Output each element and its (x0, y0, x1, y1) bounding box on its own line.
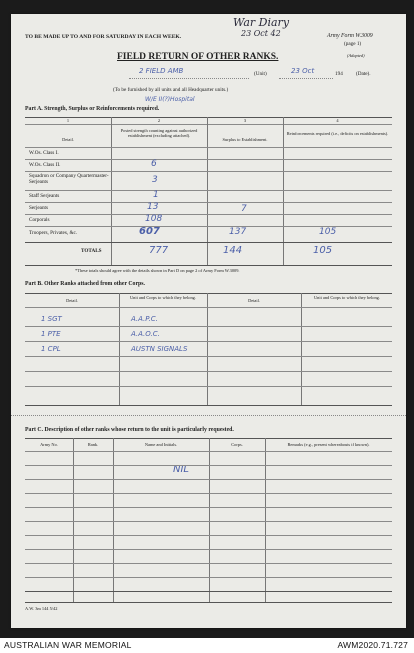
part-c-header-rule (25, 451, 392, 452)
part-a-header-surplus: Surplus to Establishment. (222, 137, 268, 142)
date-value: 23 Oct (291, 67, 315, 75)
form-number: Army Form W.3009 (327, 33, 373, 39)
part-a-col-number-3: 3 (243, 118, 247, 123)
part-c-row-rule-9 (25, 577, 392, 578)
part-c-row-rule-4 (25, 507, 392, 508)
part-c-row-rule-3 (25, 493, 392, 494)
part-c-header-rank: Rank. (87, 442, 99, 447)
part-b-header-detail-2: Detail. (248, 298, 260, 303)
row-rule-6 (25, 226, 392, 227)
row-label-wo2: W.Os. Class II. (29, 162, 61, 168)
part-c-header-name: Name and Initials. (144, 442, 178, 447)
part-c-row-rule-10 (25, 591, 392, 592)
part-c-header-corps: Corps. (231, 442, 243, 447)
instruction-text: TO BE MADE UP TO AND FOR SATURDAY IN EACH WEEK. (25, 34, 182, 40)
totals-label: TOTALS (81, 248, 102, 254)
posted-wo2: 6 (151, 159, 157, 169)
unit-value: 2 FIELD AMB (139, 67, 184, 75)
part-b-top-rule (25, 293, 392, 294)
part-b-header-unit-1: Unit and Corps to which they belong. (130, 295, 196, 300)
row-label-cpl: Corporals (29, 217, 50, 223)
part-c-header-army-no: Army No. (40, 442, 58, 447)
row-rule-3 (25, 190, 392, 191)
row-label-wo1: W.Os. Class I. (29, 150, 59, 156)
subtitle: (To be furnished by all units and all Headquarter units.) (113, 87, 229, 93)
part-c-row-rule-1 (25, 465, 392, 466)
total-surplus: 144 (223, 245, 243, 256)
reinf-troopers: 105 (319, 227, 337, 237)
footer-accession-number: AWM2020.71.727 (337, 640, 408, 650)
part-a-col-number-2: 2 (157, 118, 161, 123)
total-reinf: 105 (313, 245, 333, 256)
part-c-heading: Part C. Description of other ranks whose return to the unit is particularly requested. (25, 427, 234, 433)
part-c-row-rule-7 (25, 549, 392, 550)
posted-troopers: 607 (139, 226, 160, 237)
row-rule-1 (25, 159, 392, 160)
perforation-line (11, 415, 406, 416)
surplus-sgt: 7 (241, 204, 247, 214)
totals-bottom-rule (25, 265, 392, 266)
posted-cqms: 3 (152, 175, 158, 185)
part-a-col-number-1: 1 (66, 118, 70, 123)
year-prefix: 194 (335, 71, 343, 77)
part-a-header-reinforcements: Reinforcements required (i.e., deficits on establishments). (286, 131, 389, 136)
part-a-header-rule (25, 147, 392, 148)
part-b-bottom-rule (25, 405, 392, 406)
posted-staff-sgt: 1 (153, 190, 159, 200)
part-a-heading: Part A. Strength, Surplus or Reinforcements required. (25, 106, 160, 112)
form-adapted: (Adapted) (347, 53, 365, 58)
row-label-sgt: Serjeants (29, 205, 49, 211)
part-a-footnote: *These totals should agree with the details shown in Part D on page 2 of Army Form W.3009. (75, 268, 240, 273)
row-rule-5 (25, 214, 392, 215)
row-label-cqms: Squadron or Company Quartermaster-Serjeants (29, 173, 109, 185)
part-b-header-rule (25, 307, 392, 308)
unit-dotted-line (129, 78, 249, 79)
part-b-row-rule-4 (25, 371, 392, 372)
printer-mark: A.W. 3m 144 5/42 (25, 606, 58, 611)
part-b-header-detail-1: Detail. (66, 298, 78, 303)
part-b-header-unit-2: Unit and Corps to which they belong. (314, 295, 380, 300)
part-c-row-rule-2 (25, 479, 392, 480)
part-c-row-rule-8 (25, 563, 392, 564)
posted-sgt: 13 (147, 202, 159, 212)
surplus-troopers: 137 (229, 227, 247, 237)
part-b-heading: Part B. Other Ranks attached from other Corps. (25, 281, 145, 287)
form-page (11, 14, 406, 628)
part-b-col-divider-3 (301, 293, 302, 405)
part-a-col-number-4: 4 (336, 118, 339, 123)
footer-institution: AUSTRALIAN WAR MEMORIAL (4, 640, 132, 650)
part-b-unit-2: A.A.O.C. (131, 330, 160, 338)
handwritten-date: 23 Oct 42 (241, 29, 281, 38)
posted-cpl: 108 (145, 214, 163, 224)
part-b-row-rule-1 (25, 326, 392, 327)
part-a-number-rule (25, 124, 392, 125)
totals-top-rule (25, 242, 392, 243)
part-b-detail-2: 1 PTE (41, 330, 61, 338)
form-page: (page 1) (344, 41, 362, 47)
part-c-row-rule-6 (25, 535, 392, 536)
part-b-row-rule-3 (25, 356, 392, 357)
part-b-unit-3: AUSTN SIGNALS (131, 345, 188, 353)
row-rule-4 (25, 202, 392, 203)
row-rule-2 (25, 171, 392, 172)
row-label-troopers: Troopers, Privates, &c. (29, 230, 78, 236)
part-b-detail-1: 1 SGT (41, 315, 62, 323)
date-dotted-line (279, 78, 333, 79)
date-label: (Date). (356, 71, 371, 77)
unit-label: (Unit) (254, 71, 267, 77)
part-c-row-rule-5 (25, 521, 392, 522)
part-b-row-rule-2 (25, 341, 392, 342)
part-b-col-divider-2 (207, 293, 208, 405)
handwritten-note: W/E II(?)Hospital (145, 96, 195, 103)
total-posted: 777 (149, 245, 169, 256)
part-b-detail-3: 1 CPL (41, 345, 61, 353)
part-b-row-rule-5 (25, 386, 392, 387)
row-label-staff-sgt: Staff Serjeants (29, 193, 60, 199)
part-a-header-detail: Detail. (62, 137, 74, 142)
part-b-col-divider-1 (119, 293, 120, 405)
part-c-bottom-rule (25, 602, 392, 603)
form-title: FIELD RETURN OF OTHER RANKS. (117, 52, 279, 62)
part-c-nil-entry: NIL (173, 464, 190, 475)
part-b-unit-1: A.A.P.C. (131, 315, 158, 323)
part-a-header-posted: Posted strength counting against authorized establishment (excluding attached). (120, 128, 198, 138)
part-c-header-remarks: Remarks (e.g., present whereabouts if known). (287, 442, 370, 447)
handwritten-title: War Diary (233, 16, 290, 29)
